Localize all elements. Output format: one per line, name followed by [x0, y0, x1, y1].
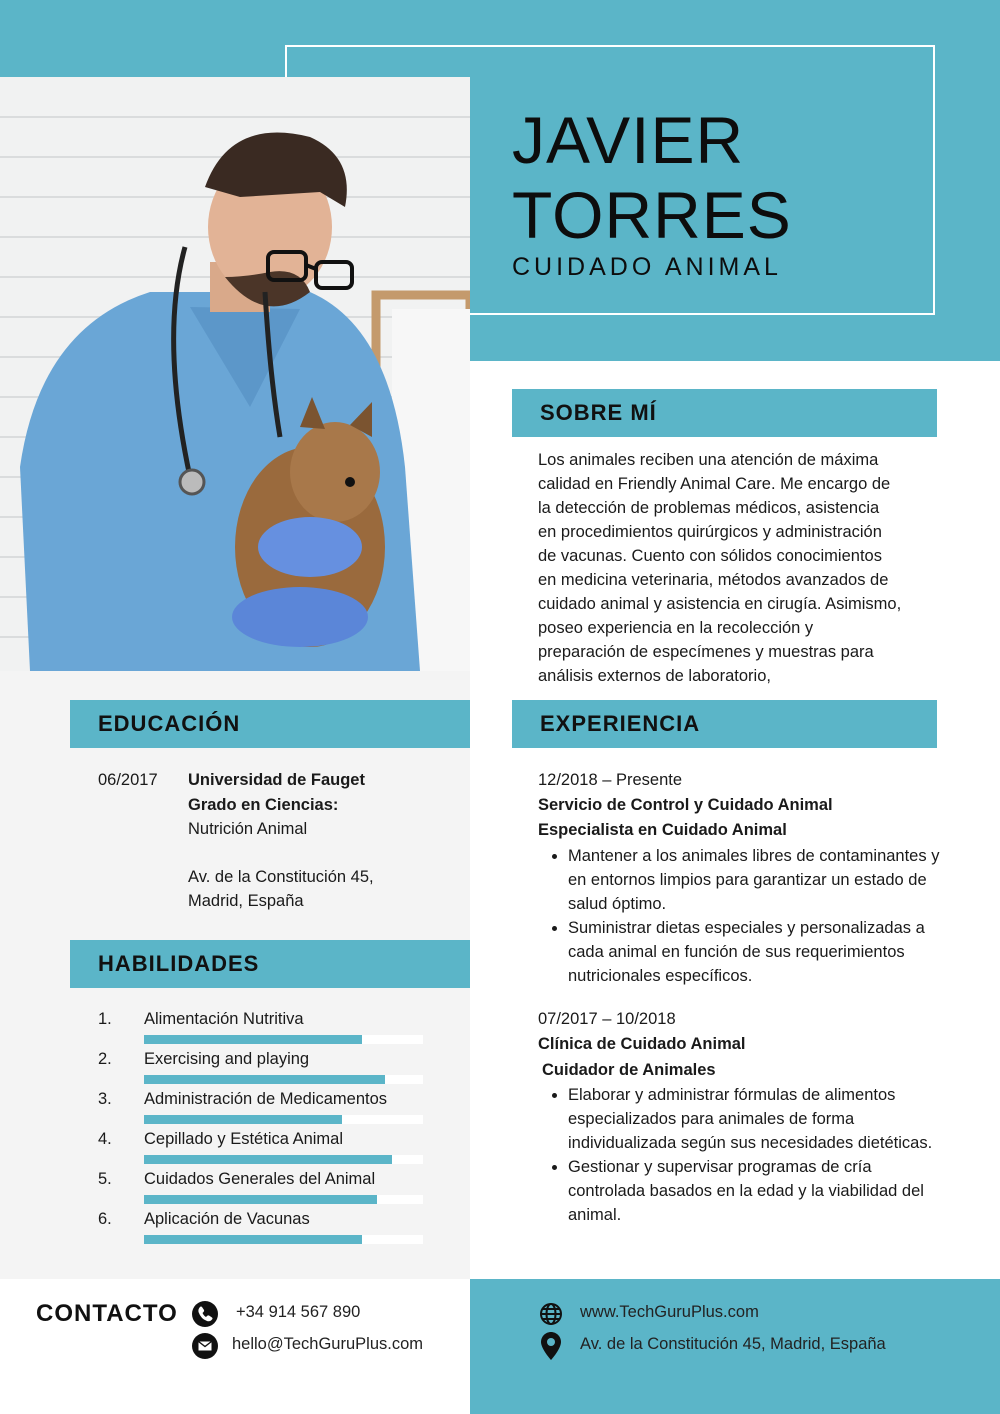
- about-heading: SOBRE MÍ: [540, 400, 657, 425]
- skill-name: Aplicación de Vacunas: [144, 1210, 310, 1228]
- job-company: Servicio de Control y Cuidado Animal: [538, 796, 833, 814]
- skill-number: 2.: [98, 1050, 112, 1068]
- skill-name: Cuidados Generales del Animal: [144, 1170, 376, 1188]
- skills-heading: HABILIDADES: [98, 951, 260, 976]
- name-last: TORRES: [512, 178, 792, 252]
- education-field: Nutrición Animal: [188, 820, 308, 838]
- contact-phone[interactable]: +34 914 567 890: [236, 1303, 361, 1321]
- contact-address: Av. de la Constitución 45, Madrid, España: [580, 1335, 886, 1353]
- job-bullet: • Suministrar dietas especiales y personalizadas a cada animal en función de sus requerimientos nutricionales específicos.: [568, 916, 940, 988]
- globe-icon: [539, 1302, 563, 1326]
- skill-number: 4.: [98, 1130, 112, 1148]
- skill-bar-track: [144, 1115, 423, 1124]
- job-dates: 12/2018 – Presente: [538, 771, 683, 789]
- about-heading-bar: [512, 389, 937, 437]
- skill-bar-fill: [144, 1195, 377, 1204]
- skill-bar-track: [144, 1035, 423, 1044]
- skill-number: 5.: [98, 1170, 112, 1188]
- about-line: Los animales reciben una atención de máxima: [538, 451, 879, 469]
- about-line: de vacunas. Cuento con sólidos conocimientos: [538, 547, 882, 565]
- about-text: [538, 448, 958, 688]
- skills-heading-bar: [70, 940, 470, 988]
- about-line: cuidado animal y asistencia en cirugía. Asimismo,: [538, 595, 902, 613]
- contact-heading: CONTACTO: [36, 1300, 178, 1327]
- mail-icon: [192, 1333, 218, 1359]
- about-line: análisis externos de laboratorio,: [538, 667, 771, 685]
- skill-name: Exercising and playing: [144, 1050, 310, 1068]
- skill-number: 6.: [98, 1210, 112, 1228]
- education-address-line1: Av. de la Constitución 45,: [188, 868, 374, 886]
- skill-bar-fill: [144, 1155, 392, 1164]
- experience-heading-bar: [512, 700, 937, 748]
- job-role: Especialista en Cuidado Animal: [538, 821, 787, 839]
- job-dates: 07/2017 – 10/2018: [538, 1010, 676, 1028]
- job-title: CUIDADO ANIMAL: [512, 253, 782, 281]
- job-role: Cuidador de Animales: [542, 1061, 716, 1079]
- job-bullet: • Mantener a los animales libres de contaminantes y en entornos limpios para garantizar un estado de salud óptimo.: [568, 844, 940, 916]
- skill-name: Alimentación Nutritiva: [144, 1010, 304, 1028]
- job-bullets: [538, 1083, 940, 1227]
- job-bullets: [538, 844, 940, 988]
- education-heading: EDUCACIÓN: [98, 711, 241, 736]
- skill-bar-fill: [144, 1075, 385, 1084]
- skill-bar-track: [144, 1155, 423, 1164]
- job-bullet: • Elaborar y administrar fórmulas de alimentos especializados para animales de forma individualizada según sus necesidades dietéticas.: [568, 1083, 940, 1155]
- skill-bar-track: [144, 1195, 423, 1204]
- about-line: poseo experiencia en la recolección y: [538, 619, 814, 637]
- phone-icon: [192, 1301, 218, 1327]
- skill-bar-fill: [144, 1235, 362, 1244]
- contact-website[interactable]: www.TechGuruPlus.com: [580, 1303, 759, 1321]
- skill-number: 3.: [98, 1090, 112, 1108]
- skill-bar-track: [144, 1235, 423, 1244]
- education-heading-bar: [70, 700, 470, 748]
- profile-photo: [0, 77, 470, 671]
- name-first: JAVIER: [512, 103, 745, 177]
- job-company: Clínica de Cuidado Animal: [538, 1035, 746, 1053]
- skill-name: Cepillado y Estética Animal: [144, 1130, 344, 1148]
- skill-bar-fill: [144, 1115, 342, 1124]
- skill-number: 1.: [98, 1010, 112, 1028]
- education-degree: Grado en Ciencias:: [188, 796, 339, 814]
- education-date: 06/2017: [98, 771, 158, 789]
- about-line: la detección de problemas médicos, asistencia: [538, 499, 880, 517]
- experience-heading: EXPERIENCIA: [540, 711, 701, 736]
- skill-bar-fill: [144, 1035, 362, 1044]
- skill-name: Administración de Medicamentos: [144, 1090, 388, 1108]
- education-school: Universidad de Fauget: [188, 771, 365, 789]
- about-line: preparación de especímenes y muestras para: [538, 643, 874, 661]
- contact-email[interactable]: hello@TechGuruPlus.com: [232, 1335, 423, 1353]
- about-line: en procedimientos quirúrgicos y administración: [538, 523, 882, 541]
- skill-bar-track: [144, 1075, 423, 1084]
- about-line: calidad en Friendly Animal Care. Me encargo de: [538, 475, 891, 493]
- education-address-line2: Madrid, España: [188, 892, 304, 910]
- about-line: en medicina veterinaria, métodos avanzados de: [538, 571, 889, 589]
- location-pin-icon: [541, 1332, 561, 1360]
- job-bullet: • Gestionar y supervisar programas de cría controlada basados en la edad y la viabilidad del animal.: [568, 1155, 940, 1227]
